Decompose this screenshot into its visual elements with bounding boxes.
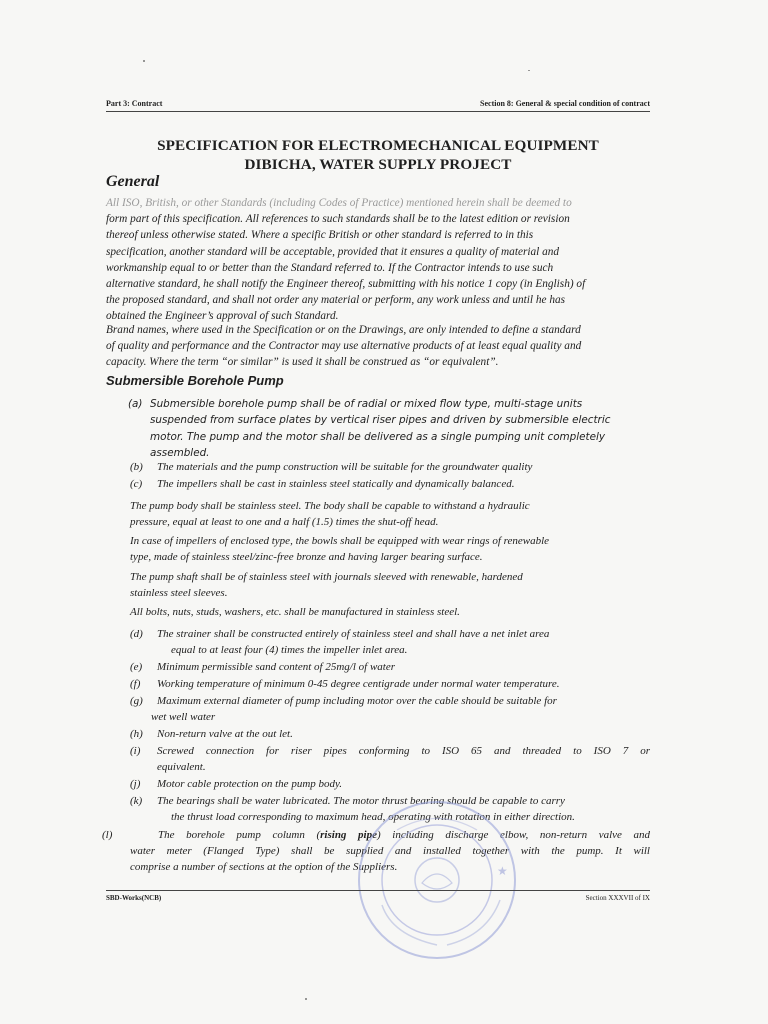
pump-item-d [130,626,650,658]
item-label: (b) [130,461,143,473]
paragraph-line: type, made of stainless steel/zinc-free bronze and having larger bearing surface. [130,551,483,564]
paragraph-line: The pump body shall be stainless steel. The body shall be capable to withstand a hydraulic [130,500,530,512]
item-label: (d) [130,628,143,640]
footer-rule [106,890,650,891]
item-label: (f) [130,678,141,690]
footer-section: Section XXXVII of IX [585,894,650,902]
item-label: (g) [130,695,143,707]
official-stamp-seal [352,795,522,965]
item-line: suspended from surface plates by vertical riser pipes and driven by submersible electric [150,414,611,427]
paragraph-line: workmanship equal to or better than the Standard referred to. If the Contractor intends to use such [106,261,554,274]
pump-item-h [130,726,650,742]
title-line-1: SPECIFICATION FOR ELECTROMECHANICAL EQUIPMENT [157,137,599,154]
item-line: Maximum external diameter of pump including motor over the cable should be suitable for [157,695,557,707]
paragraph-line: stainless steel sleeves. [130,587,228,600]
item-label: (l) [102,829,113,841]
item-text-pre: The borehole pump column ( [158,829,321,841]
pump-item-g [130,693,650,725]
shaft-paragraph [130,569,650,601]
header-section: Section 8: General & special condition of contract [480,99,650,108]
item-line: equal to at least four (4) times the impeller inlet area. [171,644,408,656]
pump-item-j [130,776,650,792]
general-paragraph-2 [106,322,650,371]
paragraph-line: The pump shaft shall be of stainless steel with journals sleeved with renewable, hardened [130,571,523,583]
paragraph-line: alternative standard, he shall notify the Engineer thereof, submitting with his notice 1 copy (in English) of [106,278,586,291]
page-header [106,99,650,111]
item-line: equivalent. [157,761,206,773]
footer-document-code: SBD-Works(NCB) [106,894,162,902]
item-line: Submersible borehole pump shall be of radial or mixed flow type, multi-stage units [150,398,583,410]
item-line: motor. The pump and the motor shall be delivered as a single pumping unit completely [150,430,606,443]
item-body: Non-return valve at the out let. [157,728,293,740]
pump-item-c [130,476,650,492]
item-line: Screwed connection for riser pipes conforming to ISO 65 and threaded to ISO 7 or [157,745,650,757]
paragraph-line: capacity. Where the term “or similar” is used it shall be construed as “or equivalent”. [106,356,499,369]
item-text-bold: rising pipe [320,829,377,841]
pump-item-f [130,676,650,692]
item-line: wet well water [151,711,216,723]
bolts-paragraph: All bolts, nuts, studs, washers, etc. shall be manufactured in stainless steel. [130,606,460,618]
pump-item-i [130,743,650,775]
item-label: (h) [130,728,143,740]
pump-item-b [130,459,650,475]
item-body [151,693,650,725]
item-label: (i) [130,745,141,757]
header-rule [106,111,650,112]
item-label: (c) [130,478,143,490]
pump-item-e [130,659,650,675]
item-line: The strainer shall be constructed entirely of stainless steel and shall have a net inlet area [157,628,550,640]
item-body [150,396,650,461]
item-body [157,743,650,775]
impellers-paragraph [130,533,650,565]
svg-text:★: ★ [497,864,508,878]
item-label: (k) [130,795,143,807]
pump-body-paragraph [130,498,650,530]
item-label: (j) [130,778,141,790]
paragraph-line: pressure, equal at least to one and a half (1.5) times the shut-off head. [130,516,439,529]
scan-speck [143,60,145,62]
paragraph-line: the proposed standard, and shall not order any material or perform, any work unless and until he has [106,294,566,307]
paragraph-line: thereof unless otherwise stated. Where a specific British or other standard is referred to in this [106,229,534,242]
item-text-post: ) including discharge elbow, non-return valve and [376,829,651,841]
item-line: assembled. [150,446,210,459]
item-body: The materials and the pump construction will be suitable for the groundwater quality [157,461,533,473]
paragraph-line: All ISO, British, or other Standards (including Codes of Practice) mentioned herein shall be deemed to [106,197,572,209]
item-body [157,626,650,658]
item-body: Minimum permissible sand content of 25mg/l of water [157,661,396,673]
title-line-2: DIBICHA, WATER SUPPLY PROJECT [244,156,512,173]
item-label: (e) [130,661,143,673]
item-line: water meter (Flanged Type) shall be supplied and installed together with the pump. It will [130,845,650,857]
scan-speck [305,998,307,1000]
document-title [106,136,650,174]
submersible-pump-heading: Submersible Borehole Pump [106,373,284,388]
paragraph-line: obtained the Engineer’s approval of such Standard. [106,310,339,323]
item-body: Motor cable protection on the pump body. [157,778,343,790]
general-heading: General [106,173,160,190]
paragraph-line: of quality and performance and the Contractor may use alternative products of at least equal quality and [106,340,582,353]
item-line: the thrust load corresponding to maximum head, operating with rotation in either direction. [171,811,575,823]
item-line: comprise a number of sections at the option of the Suppliers. [130,861,398,873]
header-part: Part 3: Contract [106,99,163,108]
scan-speck [528,70,530,71]
paragraph-line: Brand names, where used in the Specification or on the Drawings, are only intended to define a standard [106,324,581,336]
item-body: Working temperature of minimum 0-45 degree centigrade under normal water temperature. [157,678,560,690]
paragraph-line: In case of impellers of enclosed type, the bowls shall be equipped with wear rings of renewable [130,535,550,547]
item-body: The impellers shall be cast in stainless steel statically and dynamically balanced. [157,478,515,490]
paragraph-line: specification, another standard will be acceptable, provided that it ensures a quality of material and [106,245,560,258]
general-paragraph-1 [106,195,650,325]
item-label: (a) [128,398,143,410]
item-line: The bearings shall be water lubricated. The motor thrust bearing should be capable to carry [157,795,565,807]
paragraph-line: form part of this specification. All references to such standards shall be to the latest edition or revision [106,213,570,226]
